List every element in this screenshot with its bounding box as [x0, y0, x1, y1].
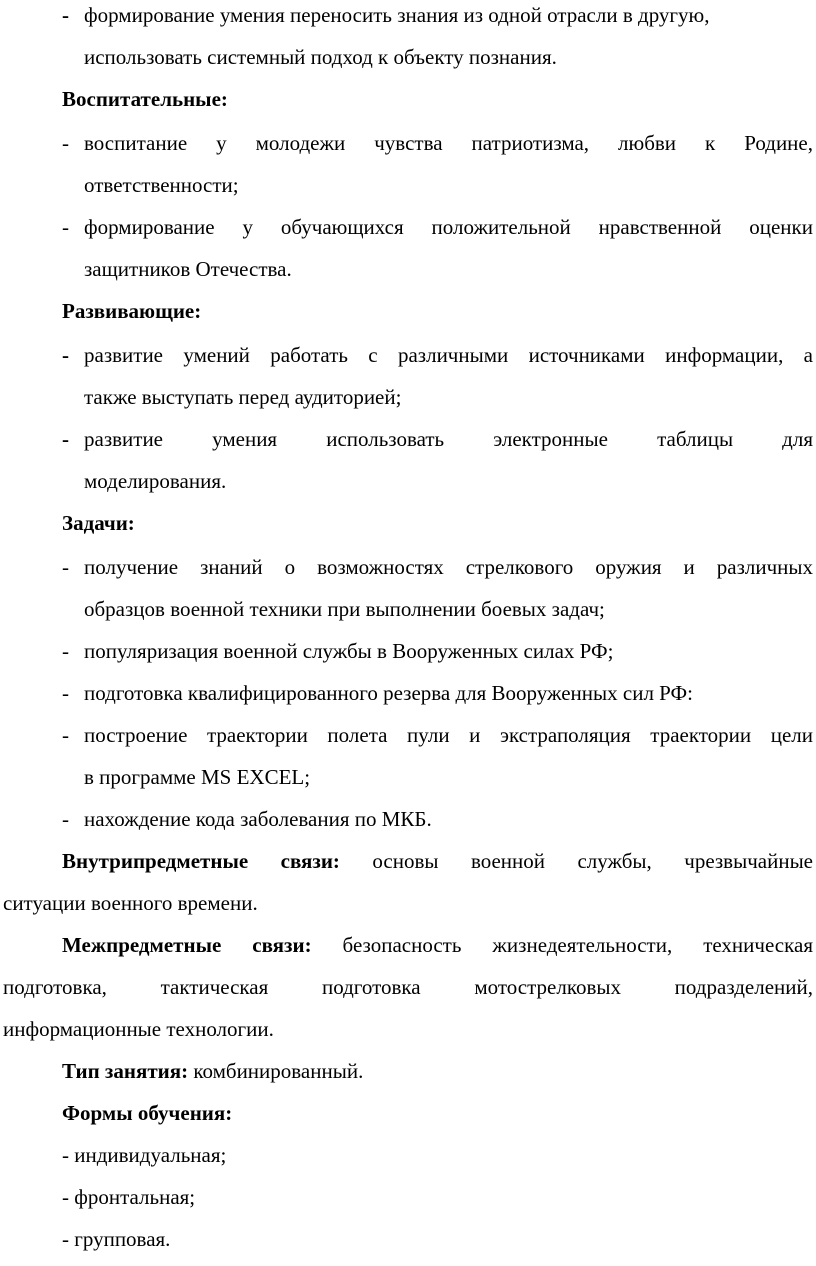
list-item-text: подготовка квалифицированного резерва для Вооруженных сил РФ: [84, 681, 693, 705]
list-dash: - [62, 131, 69, 155]
section-heading-developing: Развивающие: [62, 299, 202, 323]
inter-links-continuation: информационные технологии. [3, 1017, 274, 1041]
inter-links-continuation: подготовка, тактическая подготовка мотострелковых подразделений, [3, 975, 813, 999]
list-item: - групповая. [62, 1227, 171, 1251]
list-dash: - [62, 639, 69, 663]
list-item [0, 636, 816, 666]
list-item [0, 340, 816, 370]
list-item-text: воспитание у молодежи чувства патриотизма, любви к Родине, [84, 131, 813, 155]
list-item-text: популяризация военной службы в Вооруженных силах РФ; [84, 639, 614, 663]
list-item [0, 0, 816, 30]
list-dash: - [62, 215, 69, 239]
section-heading-forms: Формы обучения: [62, 1101, 233, 1125]
list-item-continuation: в программе MS EXCEL; [84, 765, 311, 789]
inter-links-text: безопасность жизнедеятельности, техническая [311, 933, 813, 957]
list-item-text: построение траектории полета пули и экстраполяция траектории цели [84, 723, 813, 747]
list-item-continuation: образцов военной техники при выполнении боевых задач; [84, 597, 605, 621]
list-item-text: нахождение кода заболевания по МКБ. [84, 807, 432, 831]
list-item [0, 678, 816, 708]
lesson-type-value: комбинированный. [188, 1059, 364, 1083]
list-item: - индивидуальная; [62, 1143, 227, 1167]
list-item-continuation: также выступать перед аудиторией; [84, 385, 402, 409]
list-item-text: формирование умения переносить знания из одной отрасли в другую, [84, 3, 710, 27]
lesson-type-paragraph [62, 1056, 813, 1086]
intra-links-continuation: ситуации военного времени. [3, 891, 258, 915]
list-item-continuation: ответственности; [84, 173, 239, 197]
list-item [0, 424, 816, 454]
inter-links-label: Межпредметные связи: [62, 933, 312, 957]
list-dash: - [62, 343, 69, 367]
list-item [0, 128, 816, 158]
list-item-continuation: защитников Отечества. [84, 257, 292, 281]
intra-links-label: Внутрипредметные связи: [62, 849, 340, 873]
list-item [0, 552, 816, 582]
list-item [0, 720, 816, 750]
list-item: - фронтальная; [62, 1185, 196, 1209]
list-item [0, 212, 816, 242]
list-item-text: получение знаний о возможностях стрелкового оружия и различных [84, 555, 813, 579]
intra-links-text: основы военной службы, чрезвычайные [339, 849, 813, 873]
list-item-text: формирование у обучающихся положительной нравственной оценки [84, 215, 813, 239]
list-item [0, 804, 816, 834]
list-dash: - [62, 807, 69, 831]
intra-links-paragraph [62, 846, 813, 876]
section-heading-tasks: Задачи: [62, 511, 135, 535]
list-dash: - [62, 3, 69, 27]
list-dash: - [62, 723, 69, 747]
lesson-type-label: Тип занятия: [62, 1059, 189, 1083]
list-dash: - [62, 427, 69, 451]
list-item-text: развитие умений работать с различными источниками информации, а [84, 343, 813, 367]
list-dash: - [62, 555, 69, 579]
list-item-continuation: моделирования. [84, 469, 227, 493]
list-item-text: развитие умения использовать электронные таблицы для [84, 427, 813, 451]
section-heading-educational: Воспитательные: [62, 87, 228, 111]
list-item-continuation: использовать системный подход к объекту познания. [84, 45, 557, 69]
list-dash: - [62, 681, 69, 705]
inter-links-paragraph [62, 930, 813, 960]
